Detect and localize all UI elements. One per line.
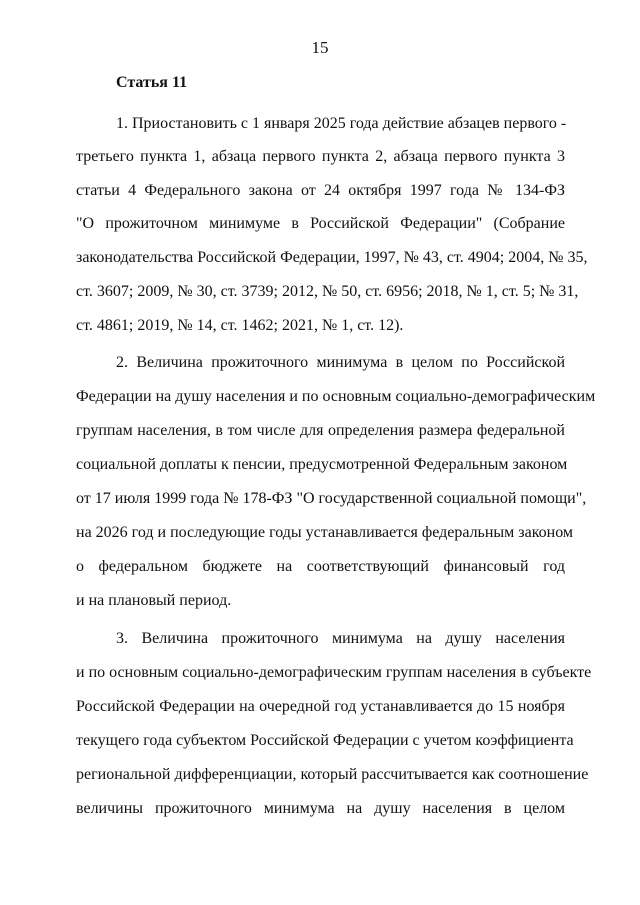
text-line: 2. Величина прожиточного минимума в целом по Российской bbox=[116, 354, 565, 371]
text-line: величины прожиточного минимума на душу населения в целом bbox=[76, 800, 565, 817]
text-line: Российской Федерации на очередной год устанавливается до 15 ноября bbox=[76, 698, 565, 715]
text-line: законодательства Российской Федерации, 1997, № 43, ст. 4904; 2004, № 35, bbox=[76, 249, 588, 266]
text-line: ст. 4861; 2019, № 14, ст. 1462; 2021, № 1, ст. 12). bbox=[76, 317, 404, 334]
text-line: региональной дифференциации, который рассчитывается как соотношение bbox=[76, 766, 589, 783]
page-number: 15 bbox=[311, 38, 329, 57]
text-line: о федеральном бюджете на соответствующий финансовый год bbox=[76, 558, 565, 575]
text-line: и по основным социально-демографическим группам населения в субъекте bbox=[76, 664, 592, 681]
text-line: ст. 3607; 2009, № 30, ст. 3739; 2012, № 50, ст. 6956; 2018, № 1, ст. 5; № 31, bbox=[76, 283, 579, 300]
text-line: статьи 4 Федерального закона от 24 октября 1997 года № 134-ФЗ bbox=[76, 182, 565, 199]
text-line: 3. Величина прожиточного минимума на душу населения bbox=[116, 630, 565, 647]
text-line: социальной доплаты к пенсии, предусмотренной Федеральным законом bbox=[76, 456, 568, 473]
text-line: "О прожиточном минимуме в Российской Федерации" (Собрание bbox=[76, 215, 565, 232]
text-line: группам населения, в том числе для определения размера федеральной bbox=[76, 422, 565, 439]
article-title: Статья 11 bbox=[116, 74, 188, 91]
text-line: на 2026 год и последующие годы устанавливается федеральным законом bbox=[76, 524, 574, 541]
text-line: и на плановый период. bbox=[76, 592, 232, 609]
text-line: 1. Приостановить с 1 января 2025 года действие абзацев первого - bbox=[116, 115, 567, 132]
text-line: третьего пункта 1, абзаца первого пункта 2, абзаца первого пункта 3 bbox=[76, 148, 565, 165]
text-line: текущего года субъектом Российской Федерации с учетом коэффициента bbox=[76, 732, 574, 749]
text-line: Федерации на душу населения и по основным социально-демографическим bbox=[76, 388, 596, 405]
text-line: от 17 июля 1999 года № 178-ФЗ "О государственной социальной помощи", bbox=[76, 490, 587, 507]
